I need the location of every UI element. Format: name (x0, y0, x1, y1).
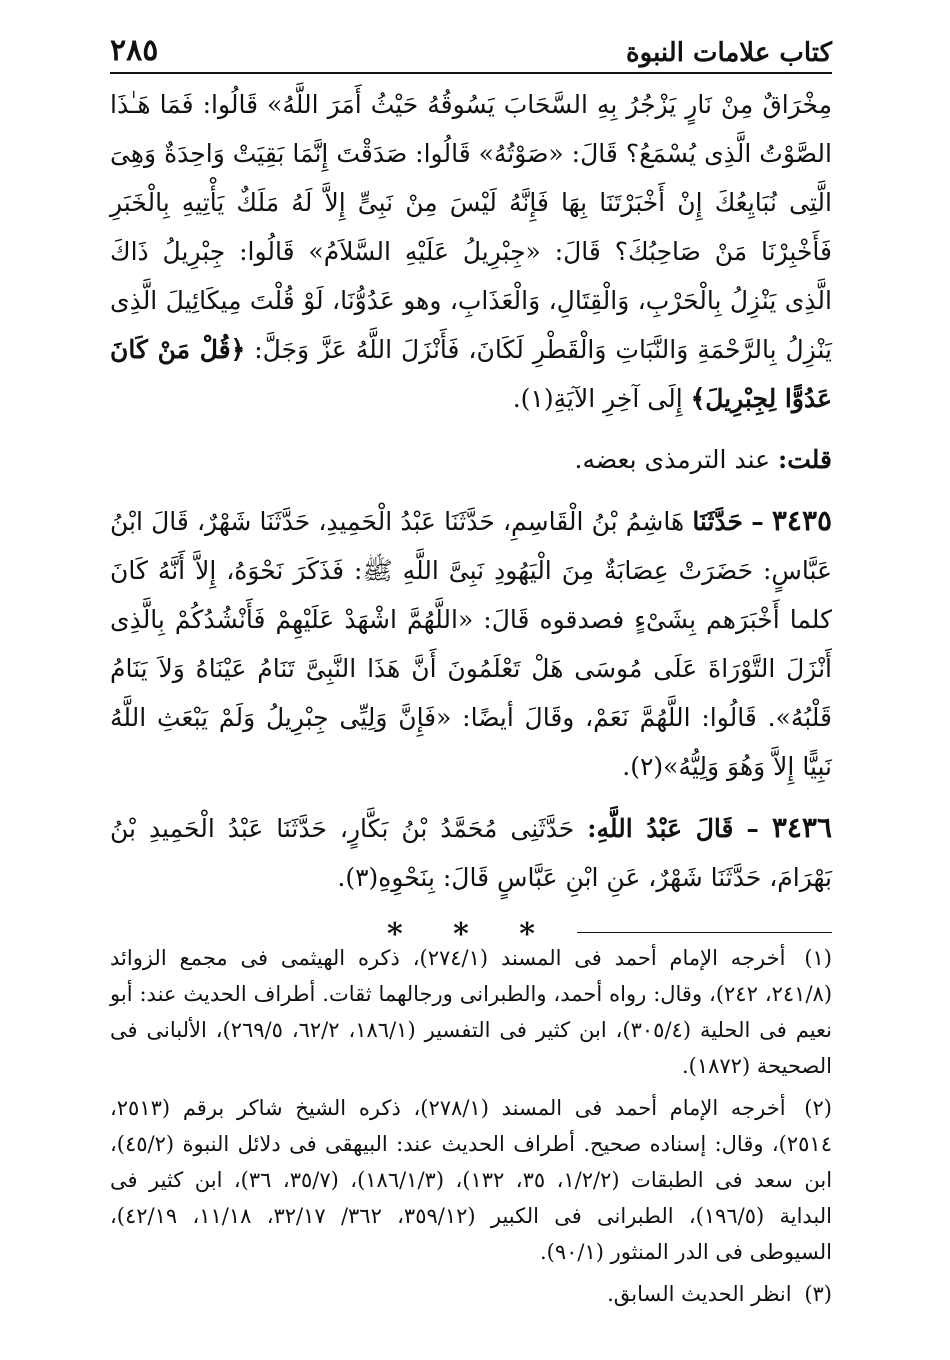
hadith-text: هَاشِمُ بْنُ الْقَاسِمِ، حَدَّثَنَا عَبْدُ الْحَمِيدِ، حَدَّثَنَا شَهْرٌ، قَالَ ابْنُ عَبَّاسٍ: حَضَرَتْ عِصَابَةٌ مِنَ الْيَهُودِ نَبِىَّ اللَّهِ ﷺ: فَذَكَرَ نَحْوَهُ، إِلاَّ أَنَّهُ كَانَ كلما أَخْبَرَهم بِشَىْءٍ فصدقوه قَالَ: «اللَّهُمَّ اشْهَدْ عَلَيْهِمْ فَأَنْشُدُكُمْ بِالَّذِى أَنْزَلَ التَّوْرَاةَ عَلَى مُوسَى هَلْ تَعْلَمُونَ أَنَّ هَذَا النَّبِىَّ تَنَامُ عَيْنَاهُ وَلاَ يَنَامُ قَلْبُهُ». قَالُوا: اللَّهُمَّ نَعَمْ، وقَالَ أيضًا: «فَإِنَّ وَلِيِّى جِبْرِيلُ وَلَمْ يَبْعَثِ اللَّهُ نَبِيًّا إِلاَّ وَهُوَ وَلِيُّهُ»(٢). (110, 507, 832, 781)
page-number: ٢٨٥ (110, 33, 159, 68)
hadith-number: ٣٤٣٥ (771, 504, 833, 537)
note-label: قلت: (777, 445, 832, 474)
hadith-text: حَدَّثَنِى مُحَمَّدُ بْنُ بَكَّارٍ، حَدَّثَنَا عَبْدُ الْحَمِيدِ بْنُ بَهْرَامَ، حَدَّثَنَا شَهْرٌ، عَنِ ابْنِ عَبَّاسٍ قَالَ: بِنَحْوِهِ(٣). (110, 814, 832, 892)
quran-verse: ﴿قُلْ مَنْ كَانَ عَدُوًّا لِجِبْرِيلَ﴾ (110, 335, 832, 413)
footnote-number: (٢) (804, 1096, 832, 1120)
footnote-number: (١) (804, 946, 832, 970)
hadith-number: ٣٤٣٦ (771, 811, 832, 844)
paragraph-hadith-continuation (110, 80, 832, 423)
note-text: عند الترمذى بعضه. (574, 445, 771, 474)
paragraph-note (110, 435, 832, 484)
running-title: كتاب علامات النبوة (626, 38, 832, 68)
hadith-3436 (110, 803, 832, 902)
section-separator: * * * (387, 917, 555, 952)
footnote-number: (٣) (804, 1282, 832, 1306)
spacer (110, 791, 832, 803)
hadith-lead: حَدَّثَنَا (692, 507, 744, 536)
footnote-text: انظر الحديث السابق. (607, 1282, 792, 1306)
hadith-dash: – (746, 814, 759, 843)
hadith-3435 (110, 496, 832, 791)
hadith-lead: قَالَ عَبْدُ اللَّهِ: (587, 814, 734, 843)
footnote-1 (110, 940, 832, 1084)
page-header (110, 28, 832, 74)
paragraph-text: إِلَى آخِرِ الآيَةِ(١). (512, 384, 683, 413)
spacer (110, 423, 832, 435)
footnote-rule (577, 932, 832, 933)
paragraph-text: مِخْرَاقٌ مِنْ نَارٍ يَزْجُرُ بِهِ السَّحَابَ يَسُوقُهُ حَيْثُ أَمَرَ اللَّهُ» قَالُوا: فَمَا هَـٰذَا الصَّوْتُ الَّذِى يُسْمَعُ؟ قَالَ: «صَوْتُهُ» قَالُوا: صَدَقْتَ إِنَّمَا بَقِيَتْ وَاحِدَةٌ وَهِىَ الَّتِى نُبَايِعُكَ إِنْ أَخْبَرْتَنَا بِهَا فَإِنَّهُ لَيْسَ مِنْ نَبِىٍّ إِلاَّ لَهُ مَلَكٌ يَأْتِيهِ بِالْخَبَرِ فَأَخْبِرْنَا مَنْ صَاحِبُكَ؟ قَالَ: «جِبْرِيلُ عَلَيْهِ السَّلاَمُ» قَالُوا: جِبْرِيلُ ذَاكَ الَّذِى يَنْزِلُ بِالْحَرْبِ، وَالْقِتَالِ، وَالْعَذَابِ، وهو عَدُوُّنَا، لَوْ قُلْتَ مِيكَائِيلَ الَّذِى يَنْزِلُ بِالرَّحْمَةِ وَالنَّبَاتِ وَالْقَطْرِ لَكَانَ، فَأَنْزَلَ اللَّهُ عَزَّ وَجَلَّ: (110, 90, 832, 364)
footnote-3 (110, 1276, 832, 1312)
footnote-text: أخرجه الإمام أحمد فى المسند (٢٧٨/١)، ذكره الشيخ شاكر برقم (٢٥١٣، ٢٥١٤)، وقال: إسناده صحيح. أطراف الحديث عند: البيهقى فى دلائل النبوة (٤٥/٢)، ابن سعد فى الطبقات (١/٢/٢، ٣٥، ١٣٢)، (١٨٦/١/٣)، (٣٥/٧، ٣٦)، ابن كثير فى البداية (١٩٦/٥)، الطبرانى فى الكبير (٣٥٩/١٢، ٣٦٢/ ٣٢/١٧، ١١/١٨، ٤٢/١٩)، السيوطى فى الدر المنثور (٩٠/١). (110, 1096, 833, 1264)
footnote-text: أخرجه الإمام أحمد فى المسند (٢٧٤/١)، ذكره الهيثمى فى مجمع الزوائد (٢٤١/٨، ٢٤٢)، وقال: رواه أحمد، والطبرانى ورجالهما ثقات. أطراف الحديث عند: أبو نعيم فى الحلية (٣٠٥/٤)، ابن كثير فى التفسير (١٨٦/١، ٦٢/٢، ٢٦٩/٥)، الألبانى فى الصحيحة (١٨٧٢). (110, 946, 833, 1078)
hadith-dash: – (751, 507, 764, 536)
footnotes (110, 940, 832, 1312)
main-text (110, 80, 832, 959)
footnote-2 (110, 1090, 832, 1270)
spacer (110, 484, 832, 496)
